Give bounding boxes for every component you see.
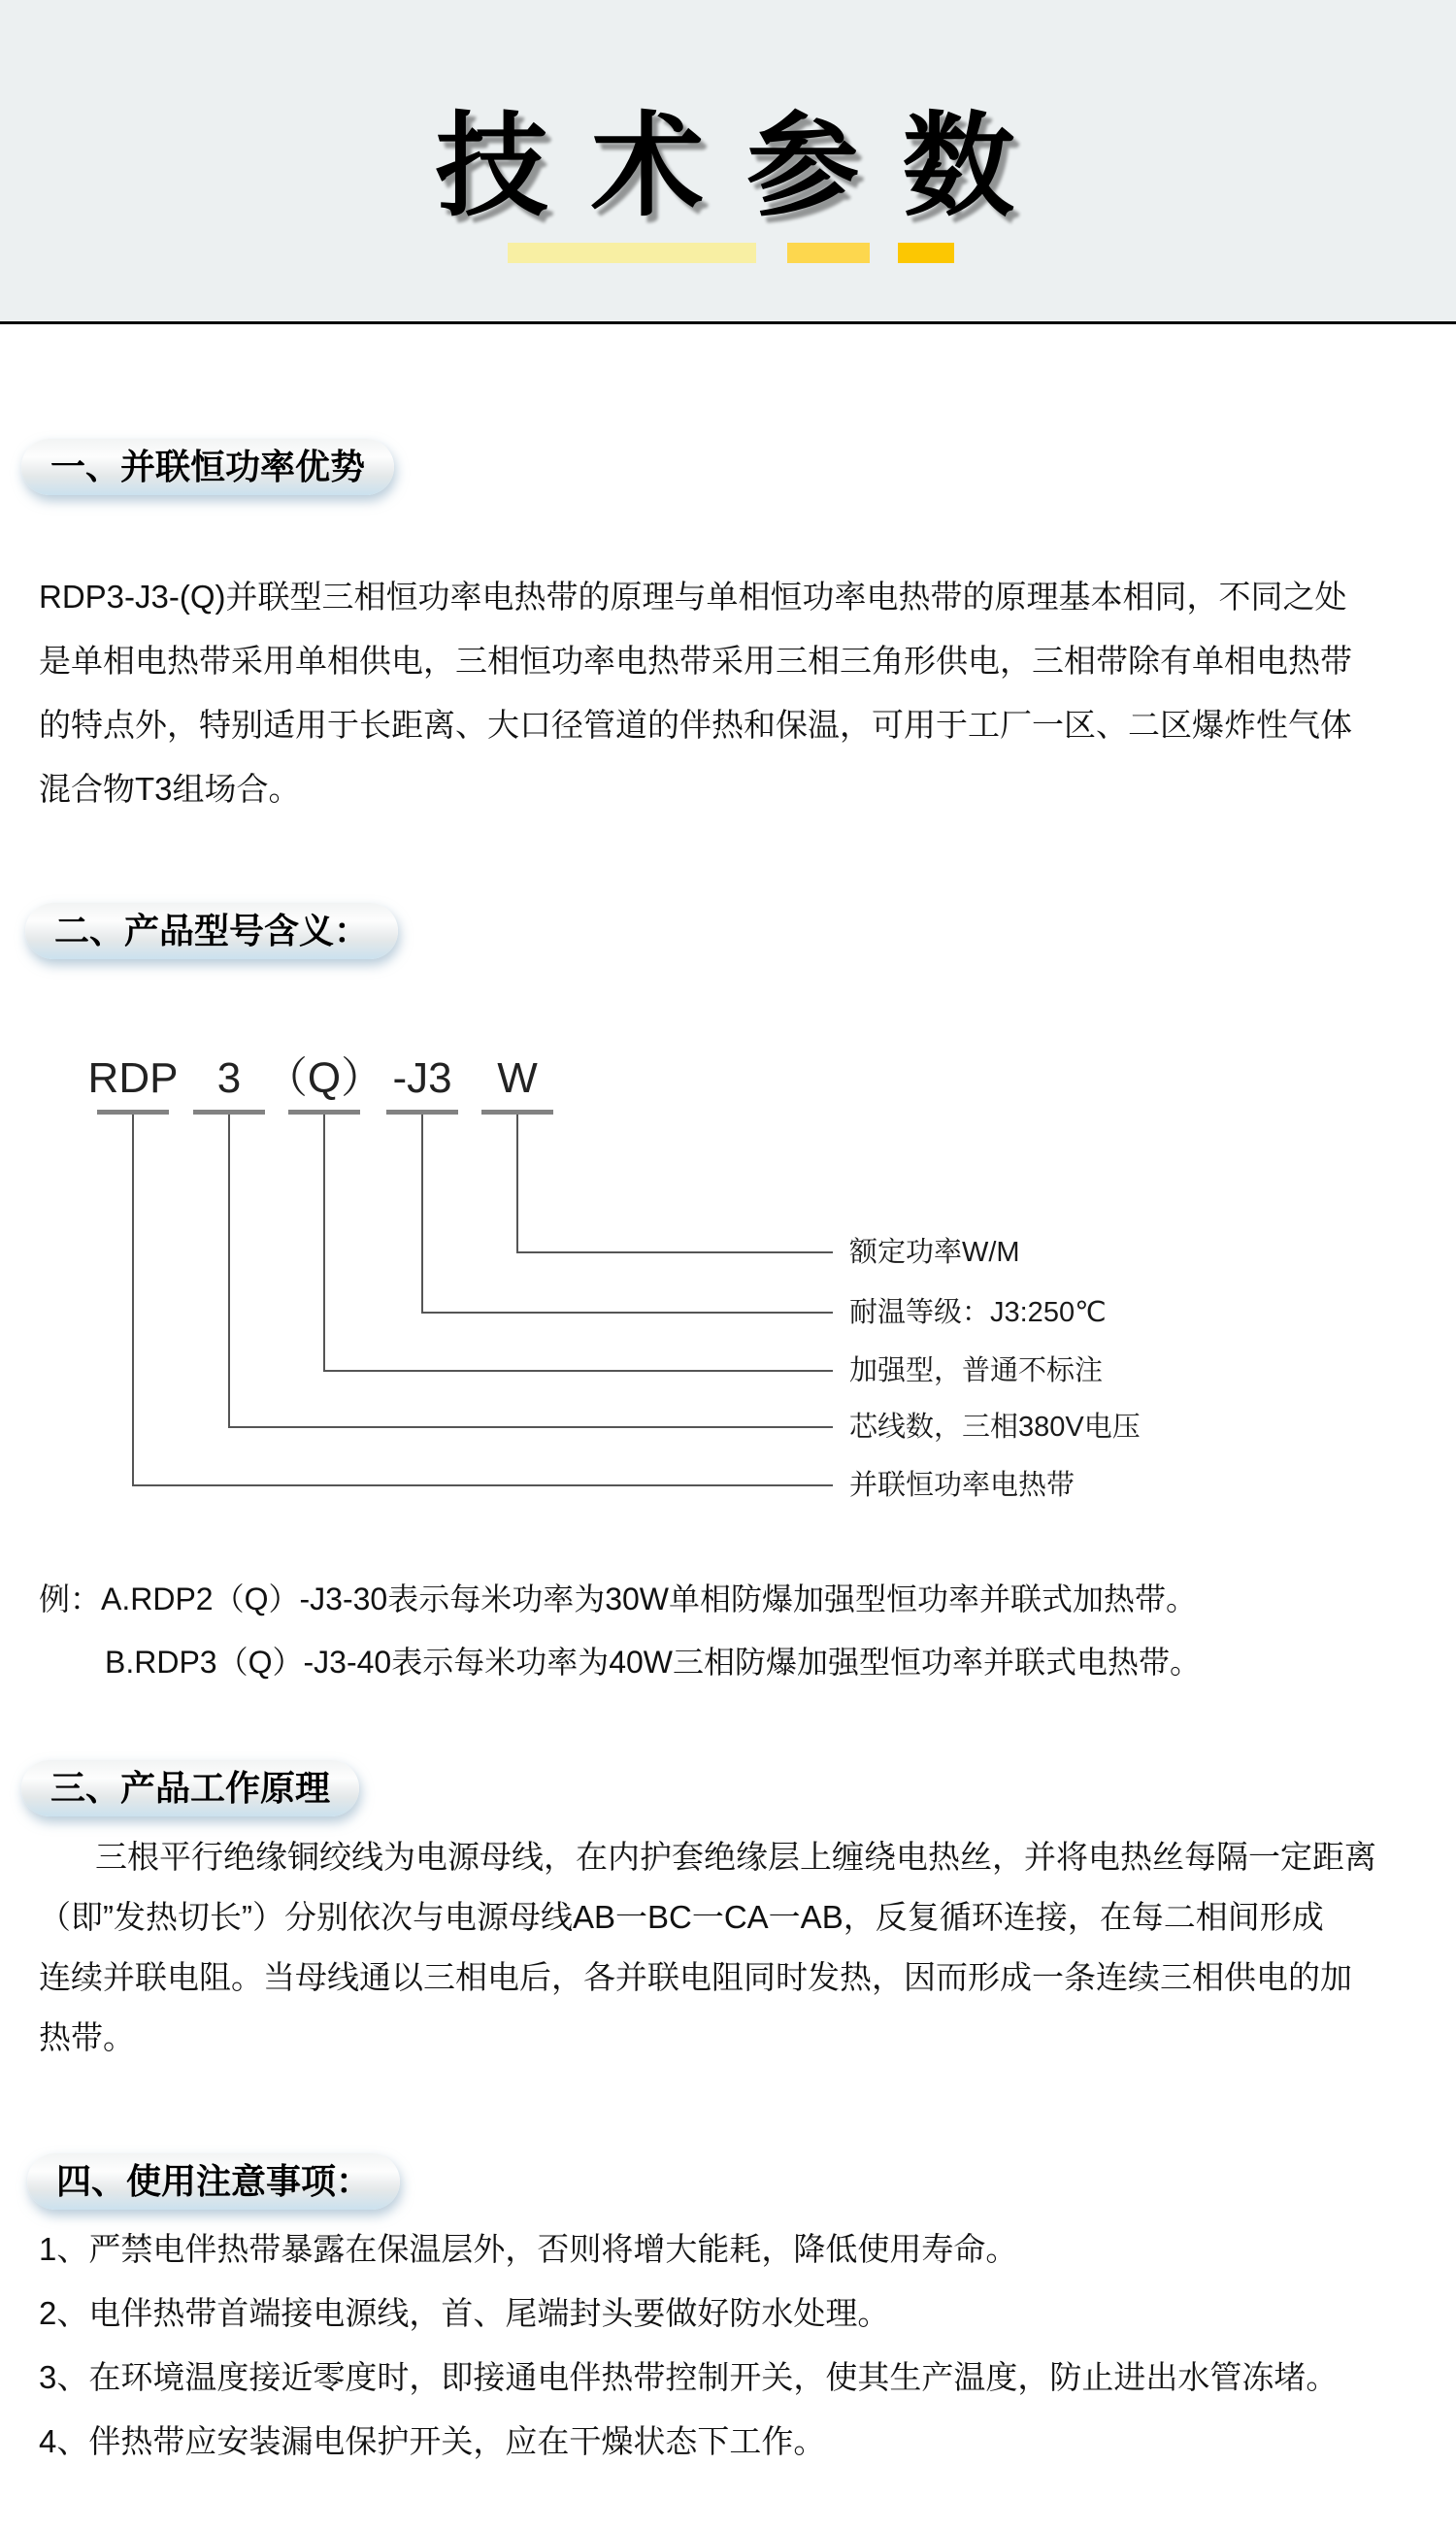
note-item: 2、电伴热带首端接电源线，首、尾端封头要做好防水处理。 <box>39 2295 890 2331</box>
section2-heading: 二、产品型号含义： <box>25 903 398 959</box>
paragraph-line: 是单相电热带采用单相供电，三相恒功率电热带采用三相三角形供电，三相带除有单相电热带 <box>39 643 1352 679</box>
page-title: 技 术 参 数 <box>435 103 1021 229</box>
section1-paragraph <box>39 565 1352 821</box>
paragraph-line: 三根平行绝缘铜绞线为电源母线，在内护套绝缘层上缠绕电热丝，并将电热丝每隔一定距离 <box>95 1839 1376 1875</box>
note-item: 1、严禁电伴热带暴露在保温层外，否则将增大能耗，降低使用寿命。 <box>39 2231 1018 2267</box>
model-label-parallel-type: 并联恒功率电热带 <box>849 1470 1075 1501</box>
model-label-reinforced: 加强型，普通不标注 <box>849 1355 1104 1386</box>
model-label-rated-power: 额定功率W/M <box>849 1237 1020 1268</box>
section1-heading: 一、并联恒功率优势 <box>21 439 394 495</box>
section4-notes <box>39 2217 1338 2474</box>
paragraph-line: 混合物T3组场合。 <box>39 771 301 807</box>
note-item: 3、在环境温度接近零度时，即接通电伴热带控制开关，使其生产温度，防止进出水管冻堵。 <box>39 2359 1339 2395</box>
paragraph-line: （即”发热切长”）分别依次与电源母线AB一BC一CA一AB，反复循环连接，在每二相间形成 <box>39 1899 1324 1935</box>
example-line-b: B.RDP3（Q）-J3-40表示每米功率为40W三相防爆加强型恒功率并联式电热带。 <box>105 1645 1201 1680</box>
paragraph-line: 热带。 <box>39 2019 135 2055</box>
section4-heading: 四、使用注意事项： <box>27 2153 400 2210</box>
section2-examples <box>39 1568 1201 1694</box>
example-line-a: 例：A.RDP2（Q）-J3-30表示每米功率为30W单相防爆加强型恒功率并联式加热带。 <box>39 1582 1197 1616</box>
paragraph-line: 连续并联电阻。当母线通以三相电后，各并联电阻同时发热，因而形成一条连续三相供电的加 <box>39 1959 1352 1995</box>
model-label-temp-rating: 耐温等级：J3:250℃ <box>849 1297 1107 1328</box>
model-part-text: （Q） <box>264 1054 384 1102</box>
hero-banner <box>0 0 1456 324</box>
model-part-text: 3 <box>216 1054 242 1102</box>
section3-heading: 三、产品工作原理 <box>21 1760 359 1816</box>
section3-paragraph <box>39 1827 1376 2068</box>
note-item: 4、伴热带应安装漏电保护开关，应在干燥状态下工作。 <box>39 2423 826 2459</box>
model-part-text: RDP <box>87 1054 179 1102</box>
model-label-core-count: 芯线数，三相380V电压 <box>849 1412 1141 1443</box>
model-part-text: -J3 <box>392 1054 452 1102</box>
accent-bar-gold <box>898 243 954 263</box>
accent-bar-pale <box>508 243 756 263</box>
paragraph-line: RDP3-J3-(Q)并联型三相恒功率电热带的原理与单相恒功率电热带的原理基本相同，不同之处 <box>39 579 1347 615</box>
model-part-text: W <box>497 1054 538 1102</box>
accent-bar-mid <box>787 243 870 263</box>
paragraph-line: 的特点外，特别适用于长距离、大口径管道的伴热和保温，可用于工厂一区、二区爆炸性气体 <box>39 707 1352 743</box>
model-connector-lines <box>0 1000 1456 1524</box>
